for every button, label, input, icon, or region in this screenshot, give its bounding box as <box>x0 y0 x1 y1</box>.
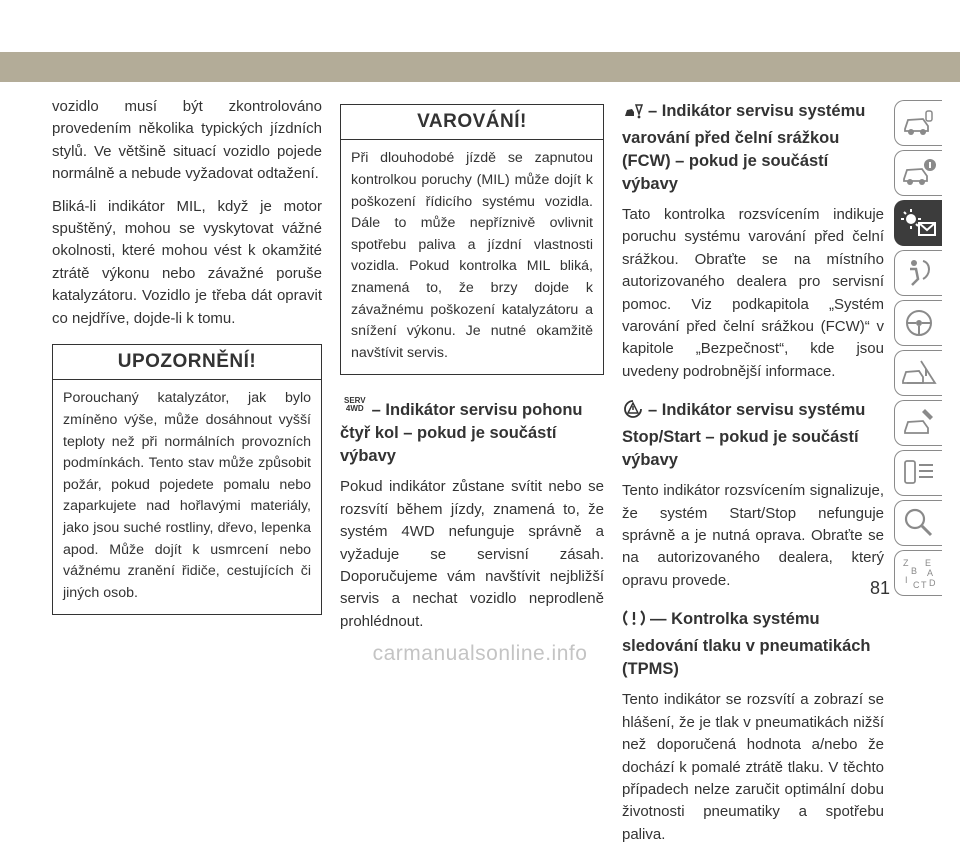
warning-box <box>340 104 604 375</box>
tab-car-info[interactable] <box>894 150 942 196</box>
serv-4wd-icon-line1: SERV <box>344 396 366 406</box>
column-right <box>622 100 884 856</box>
paragraph: Bliká-li indikátor MIL, když je motor spuštěný, mohou se vyskytovat vážné okolnosti, které mohou vést k okamžité ztrátě výkonu nebo závažné poruše katalyzátoru. Vozidlo je třeba dát opravit co nejdříve, dojde-li k tomu. <box>52 197 322 327</box>
stop-start-heading <box>622 399 884 472</box>
lang-letter: C <box>913 580 920 590</box>
warning-body: Při dlouhodobé jízdě se zapnutou kontrolkou poruchy (MIL) může dojít k poškození řídicího systému vozidla. Dále to může nepříznivě ovlivnit spotřebu paliva a jízdní vlastnosti vozidla. Pokud kontrolka MIL bliká, znamená to, že brzy dojde k závažnému poškození katalyzátoru a snížení výkonu. Je nutné okamžitě navštívit servis. <box>351 150 593 361</box>
fcw-title: – Indikátor servisu systému varování před čelní srážkou (FCW) – pokud je součástí výbavy <box>622 102 866 193</box>
stop-start-body: Tento indikátor rozsvícením signalizuje, že systém Start/Stop nefunguje správně a je nutná oprava. Obraťte se na autorizovaného dealera, který opravu provede. <box>622 482 884 589</box>
tab-index[interactable] <box>894 500 942 546</box>
stop-start-icon <box>622 399 644 426</box>
stop-start-title: – Indikátor servisu systému Stop/Start – pokud je součástí výbavy <box>622 401 866 470</box>
lang-letter: I <box>905 575 908 585</box>
serv-4wd-body: Pokud indikátor zůstane svítit nebo se rozsvítí během jízdy, znamená to, že systém 4WD nefunguje správně a vyžaduje se servisní zásah. Doporučujeme vám navštívit nejbližší servis a nechat vozidlo neprodleně prohlédnout. <box>340 478 604 630</box>
caution-box <box>52 344 322 615</box>
header-band <box>0 52 960 82</box>
tab-car-key[interactable] <box>894 100 942 146</box>
lang-letter: B <box>911 566 918 576</box>
column-left <box>52 96 322 629</box>
tab-specs[interactable] <box>894 450 942 496</box>
serv-4wd-icon <box>344 397 366 413</box>
column-middle <box>340 104 604 643</box>
caution-title: UPOZORNĚNÍ! <box>53 345 321 380</box>
tab-service[interactable] <box>894 400 942 446</box>
caution-body: Porouchaný katalyzátor, jak bylo zmíněno výše, může dosáhnout vyšší teploty než při normálních provozních podmínkách. Tento stav může způsobit požár, pokud pojedete pomalu nebo zaparkujete nad hořlavými materiály, jako jsou suché rostliny, dřevo, lepenka apod. Může dojít k usmrcení nebo vážnému zranění řidiče, cestujících či jiných osob. <box>63 390 311 601</box>
watermark: carmanualsonline.info <box>372 642 588 665</box>
tpms-body: Tento indikátor se rozsvítí a zobrazí se hlášení, že je tlak v pneumatikách nižší než doporučená hodnota a/nebo že dochází k pomalé ztrátě tlaku. V těchto případech nelze zaručit optimální dobu životnosti pneumatiky a spotřebu paliva. <box>622 691 884 843</box>
lang-letter: D <box>929 578 936 588</box>
lang-letter: Z <box>903 558 909 568</box>
tab-warning-lights[interactable] <box>894 200 942 246</box>
serv-4wd-title: – Indikátor servisu pohonu čtyř kol – pokud je součástí výbavy <box>340 401 583 466</box>
warning-title: VAROVÁNÍ! <box>341 105 603 140</box>
tab-airbag[interactable] <box>894 250 942 296</box>
lang-letter: T <box>921 580 927 590</box>
tab-languages[interactable] <box>894 550 942 596</box>
fcw-heading <box>622 100 884 196</box>
fcw-service-icon <box>622 102 644 127</box>
lang-letter: A <box>927 568 934 578</box>
paragraph: vozidlo musí být zkontrolováno provedením několika typických jízdních stylů. Ve většině situací vozidlo pojede normálně a nebude vyžadovat odtažení. <box>52 98 322 183</box>
tpms-title: — Kontrolka systému sledování tlaku v pneumatikách (TPMS) <box>622 610 871 679</box>
tpms-icon <box>622 608 646 635</box>
tab-hazard[interactable] <box>894 350 942 396</box>
serv-4wd-heading <box>340 397 604 468</box>
lang-letter: E <box>925 558 932 568</box>
fcw-body: Tato kontrolka rozsvícením indikuje poruchu systému varování před čelní srážkou. Obraťte se na místního autorizovaného dealera pro servisní pomoc. Viz podkapitola „Systém varování před čelní srážkou (FCW)“ v kapitole „Bezpečnost“, kde jsou uvedeny podrobnější informace. <box>622 206 884 380</box>
serv-4wd-icon-line2: 4WD <box>345 404 364 414</box>
page-number: 81 <box>870 578 891 598</box>
tab-steering[interactable] <box>894 300 942 346</box>
